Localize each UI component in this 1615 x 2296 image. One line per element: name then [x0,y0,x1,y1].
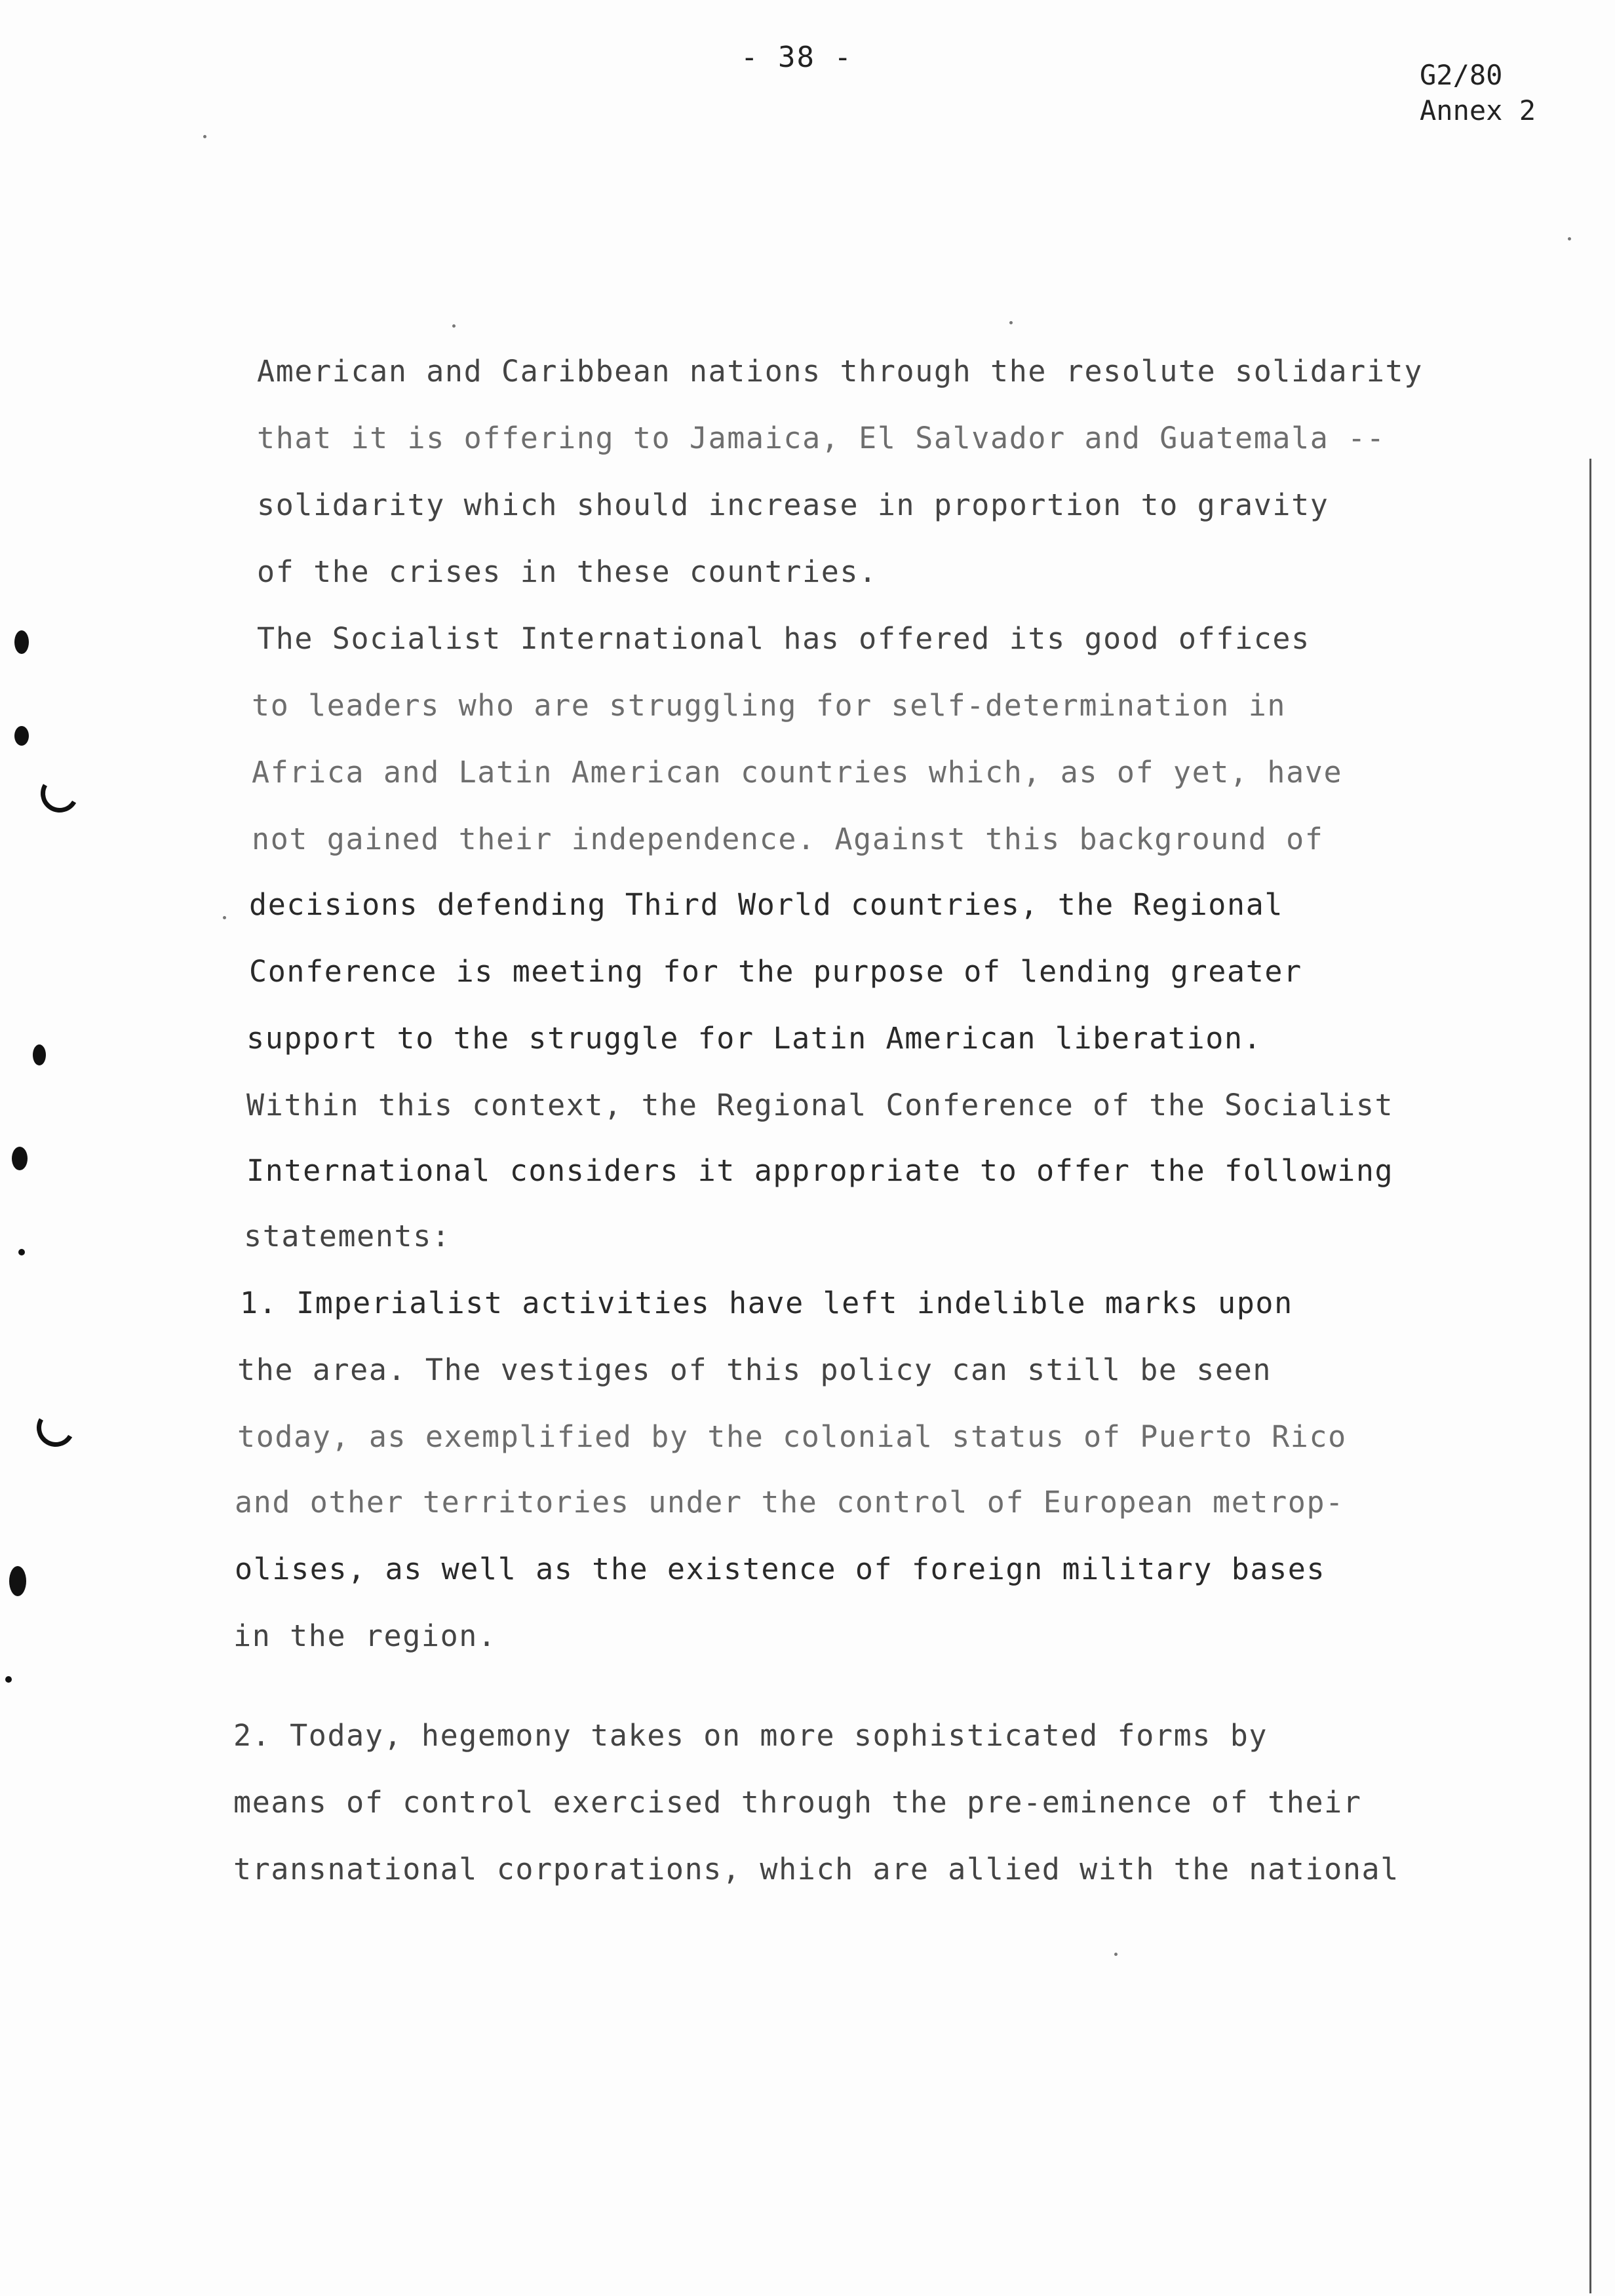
document-code: G2/80 [1420,59,1503,91]
body-line: means of control exercised through the pre-eminence of their [233,1785,1362,1820]
body-line: and other territories under the control of European metrop- [235,1485,1344,1520]
body-line: International considers it appropriate to offer the following [246,1153,1394,1188]
body-line: to leaders who are struggling for self-determination in [252,688,1287,723]
body-line: transnational corporations, which are allied with the national [233,1852,1399,1886]
binder-mark [5,1676,12,1683]
body-line: of the crises in these countries. [257,554,878,589]
page-edge-line [1589,459,1591,2293]
body-line: 2. Today, hegemony takes on more sophisticated forms by [233,1718,1268,1753]
body-line: solidarity which should increase in proportion to gravity [257,488,1329,522]
scan-speck [1009,321,1013,324]
binder-mark [14,630,29,654]
scan-speck [1568,237,1571,240]
scan-speck [203,135,206,138]
scan-speck [223,916,226,919]
document-reference [1420,58,1536,128]
body-line: today, as exemplified by the colonial status of Puerto Rico [237,1419,1347,1454]
body-line: the area. The vestiges of this policy can still be seen [237,1352,1272,1387]
page-number: - 38 - [741,41,853,74]
body-line: that it is offering to Jamaica, El Salvador and Guatemala -- [257,421,1386,455]
scan-speck [1114,1953,1118,1956]
body-line: Africa and Latin American countries which, as of yet, have [252,755,1343,790]
annex-label: Annex 2 [1420,94,1536,126]
binder-arc-mark [32,1404,79,1451]
body-line: decisions defending Third World countries, the Regional [249,887,1284,922]
body-line: Conference is meeting for the purpose of lending greater [249,954,1302,989]
binder-mark [9,1566,26,1596]
binder-mark [12,1147,28,1170]
body-line: Within this context, the Regional Conference of the Socialist [246,1088,1394,1122]
binder-mark [18,1249,25,1255]
scan-speck [452,324,456,328]
binder-mark [14,726,29,746]
body-line: not gained their independence. Against this background of [252,822,1324,856]
binder-mark [33,1044,46,1065]
body-line: statements: [244,1219,451,1253]
body-line: American and Caribbean nations through the resolute solidarity [257,354,1423,389]
body-line: 1. Imperialist activities have left indelible marks upon [240,1286,1293,1320]
body-line: support to the struggle for Latin American liberation. [246,1021,1262,1056]
body-line: olises, as well as the existence of foreign military bases [235,1552,1326,1586]
body-line: in the region. [233,1618,497,1653]
binder-arc-mark [36,770,83,816]
body-line: The Socialist International has offered its good offices [257,621,1310,656]
